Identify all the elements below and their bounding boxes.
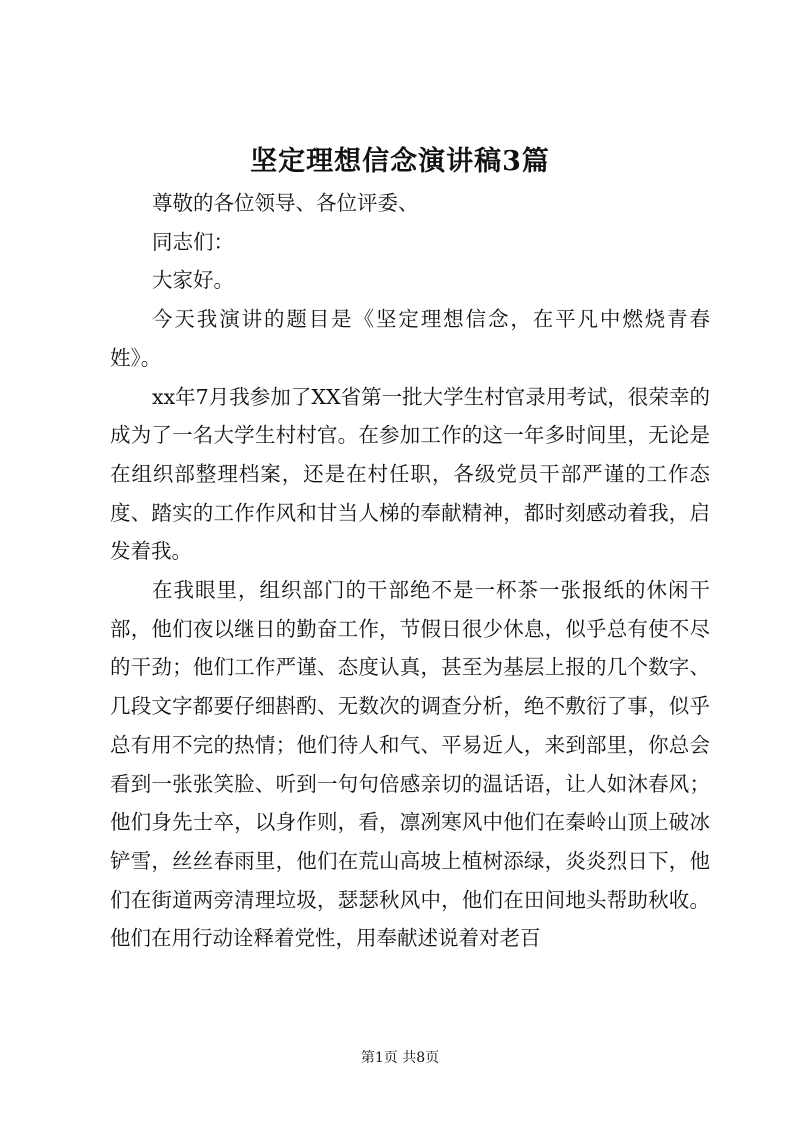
- document-body: [110, 184, 710, 958]
- village-official-paragraph: xx年7月我参加了XX省第一批大学生村官录用考试，很荣幸的成为了一名大学生村村官。在参加工作的这一年多时间里，无论是在组织部整理档案，还是在村任职，各级党员干部严谨的工作态度、踏实的工作作风和甘当人梯的奉献精神，都时刻感动着我，启发着我。: [110, 384, 710, 564]
- salutation-comrades: 同志们：: [152, 229, 235, 254]
- salutation-leaders: 尊敬的各位领导、各位评委、: [152, 191, 419, 215]
- page-number-footer: 第1页 共8页: [360, 1050, 440, 1066]
- document-title: 坚定理想信念演讲稿3篇: [250, 146, 550, 177]
- organization-cadres-paragraph: 在我眼里，组织部门的干部绝不是一杯茶一张报纸的休闲干部，他们夜以继日的勤奋工作，节假日很少休息，似乎总有使不尽的干劲；他们工作严谨、态度认真，甚至为基层上报的几个数字、几段文字都要仔细斟酌、无数次的调查分析，绝不敷衍了事，似乎总有用不完的热情；他们待人和气、平易近人，来到部里，你总会看到一张张笑脸、听到一句句倍感亲切的温话语，让人如沐春风；他们身先士卒，以身作则，看，凛冽寒风中他们在秦岭山顶上破冰铲雪，丝丝春雨里，他们在荒山高坡上植树添绿，炎炎烈日下，他们在街道两旁清理垃圾，瑟瑟秋风中，他们在田间地头帮助秋收。他们在用行动诠释着党性，用奉献述说着对老百: [110, 578, 710, 951]
- speech-topic-paragraph: 今天我演讲的题目是《坚定理想信念，在平凡中燃烧青春姓》。: [110, 307, 710, 370]
- greeting: 大家好。: [152, 268, 235, 293]
